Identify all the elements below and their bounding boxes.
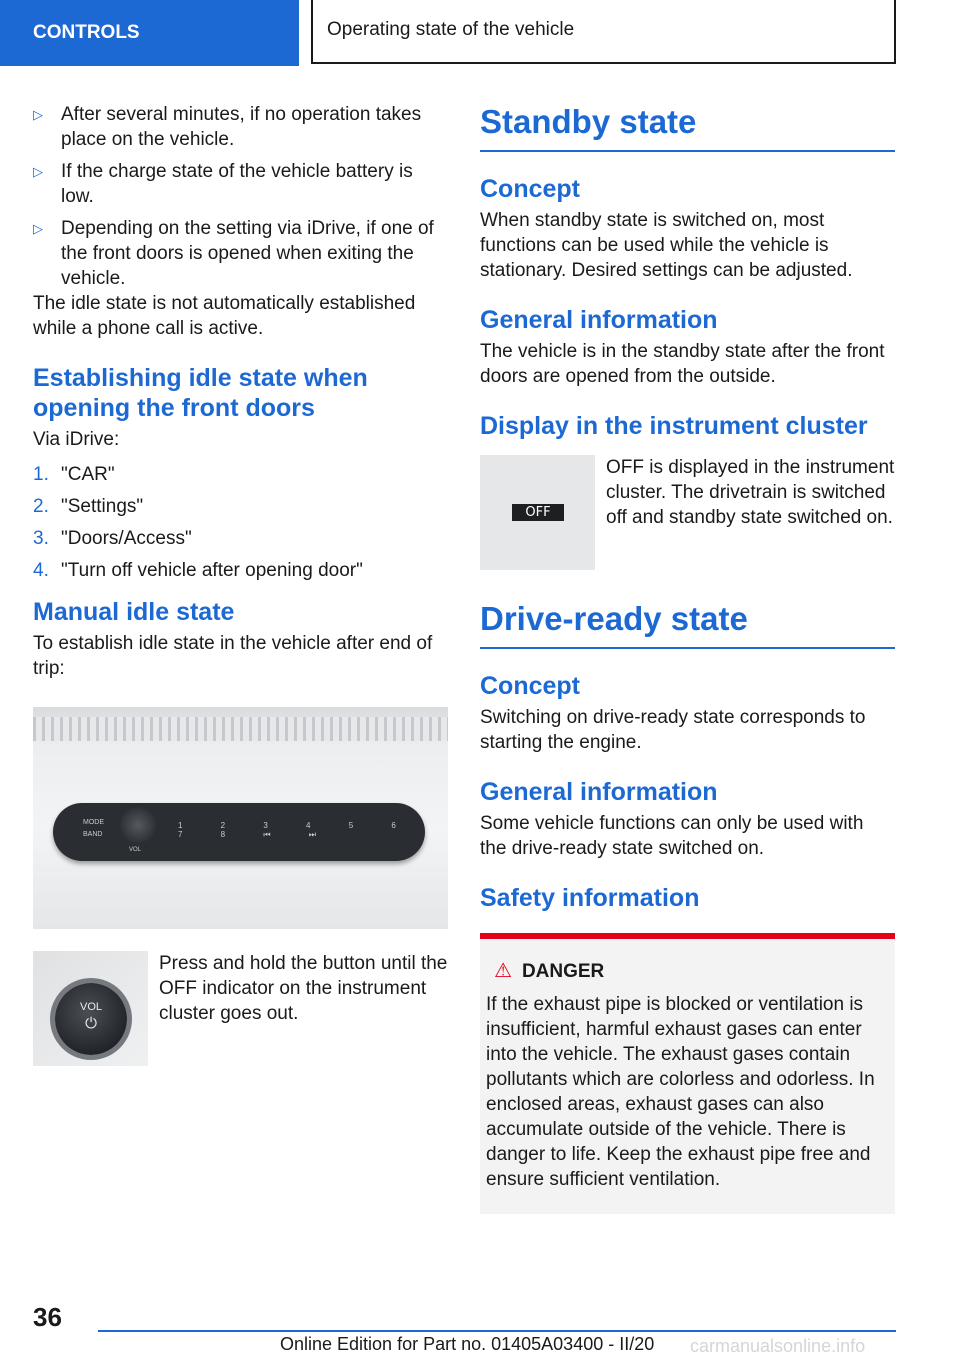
watermark: carmanualsonline.info [690, 1336, 866, 1356]
heading-drive-concept: Concept [480, 672, 580, 700]
heading-drive-general: General information [480, 778, 718, 806]
heading-standby-general: General information [480, 306, 718, 334]
left-column [33, 102, 448, 1069]
center-console-image [33, 707, 448, 929]
instrument-cluster-image [480, 455, 595, 570]
triangle-bullet-icon: ▷ [33, 107, 43, 122]
footer-divider [98, 1330, 896, 1332]
off-display-figure [480, 455, 895, 573]
warning-triangle-icon: ⚠ [494, 960, 512, 982]
vol-knob-label: VOL [79, 1001, 102, 1013]
danger-label: DANGER [521, 961, 605, 982]
heading-standby-concept: Concept [480, 175, 580, 203]
manual-idle-text: To establish idle state in the vehicle after end of trip: [33, 633, 433, 679]
drive-concept-text: Switching on drive-ready state corresponds to starting the engine. [480, 707, 866, 753]
list-item: ▷ If the charge state of the vehicle battery is low. [33, 161, 413, 207]
off-display-caption: OFF is displayed in the instrument cluster. The drivetrain is switched off and standby state switched on. [606, 457, 895, 528]
via-idrive-text: Via iDrive: [33, 429, 120, 450]
band-label: BAND [83, 831, 103, 838]
volume-button-figure [33, 951, 448, 1069]
heading-manual-idle: Manual idle state [33, 598, 235, 626]
section-tab[interactable]: CONTROLS [0, 0, 299, 66]
idle-conditions-list [33, 102, 448, 291]
volume-button-caption: Press and hold the button until the OFF indicator on the instrument cluster goes out. [159, 953, 448, 1024]
idle-note: The idle state is not automatically established while a phone call is active. [33, 293, 416, 339]
triangle-bullet-icon: ▷ [33, 164, 43, 179]
list-item: 3. "Doors/Access" [33, 528, 192, 549]
list-item: 1. "CAR" [33, 464, 115, 485]
danger-text: If the exhaust pipe is blocked or ventilation is insufficient, harmful exhaust gases can enter into the vehicle. The exhaust gases contain pollutants which are colorless and odorless. In enclosed areas, exhaust gases can also accumulate outside of the vehicle. There is danger to life. Keep the exhaust pipe free and ensure sufficient ventilation. [486, 994, 875, 1190]
heading-drive-ready-state: Drive-ready state [480, 599, 895, 649]
volume-button-image [33, 951, 148, 1066]
danger-warning-box [480, 933, 895, 1214]
volume-knob [120, 807, 156, 843]
heading-display-cluster: Display in the instrument cluster [480, 412, 868, 440]
chapter-title: Operating state of the vehicle [311, 0, 896, 64]
heading-standby-state: Standby state [480, 102, 895, 152]
idrive-steps-list [33, 462, 448, 583]
list-item: ▷ Depending on the setting via iDrive, if one of the front doors is opened when exiting the vehicle. [33, 218, 434, 289]
edition-text: Online Edition for Part no. 01405A03400 - II/20 [280, 1334, 655, 1354]
list-item: 2. "Settings" [33, 496, 144, 517]
power-icon: ⏻ [85, 1015, 97, 1032]
heading-establishing-idle: Establishing idle state when opening the front doors [33, 364, 368, 422]
standby-concept-text: When standby state is switched on, most functions can be used while the vehicle is stationary. Desired settings can be adjusted. [480, 210, 853, 281]
off-indicator: OFF [512, 504, 564, 521]
air-vent [33, 717, 448, 741]
standby-general-text: The vehicle is in the standby state after the front doors are opened from the outside. [480, 341, 885, 387]
triangle-bullet-icon: ▷ [33, 221, 43, 236]
vol-label: VOL [129, 847, 142, 853]
list-item: 4. "Turn off vehicle after opening door" [33, 560, 363, 581]
audio-control-panel [53, 803, 425, 861]
preset-buttons: 1 2 3 4 5 6 7 8 ⏮ ⏭ [178, 821, 414, 839]
mode-label: MODE [83, 819, 104, 826]
drive-general-text: Some vehicle functions can only be used with the drive-ready state switched on. [480, 813, 864, 859]
page-header [0, 0, 960, 66]
right-column [480, 102, 895, 1214]
list-item: ▷ After several minutes, if no operation takes place on the vehicle. [33, 104, 422, 150]
heading-safety-information: Safety information [480, 884, 700, 912]
vol-knob [55, 983, 127, 1055]
page-number: 36 [33, 1302, 62, 1332]
